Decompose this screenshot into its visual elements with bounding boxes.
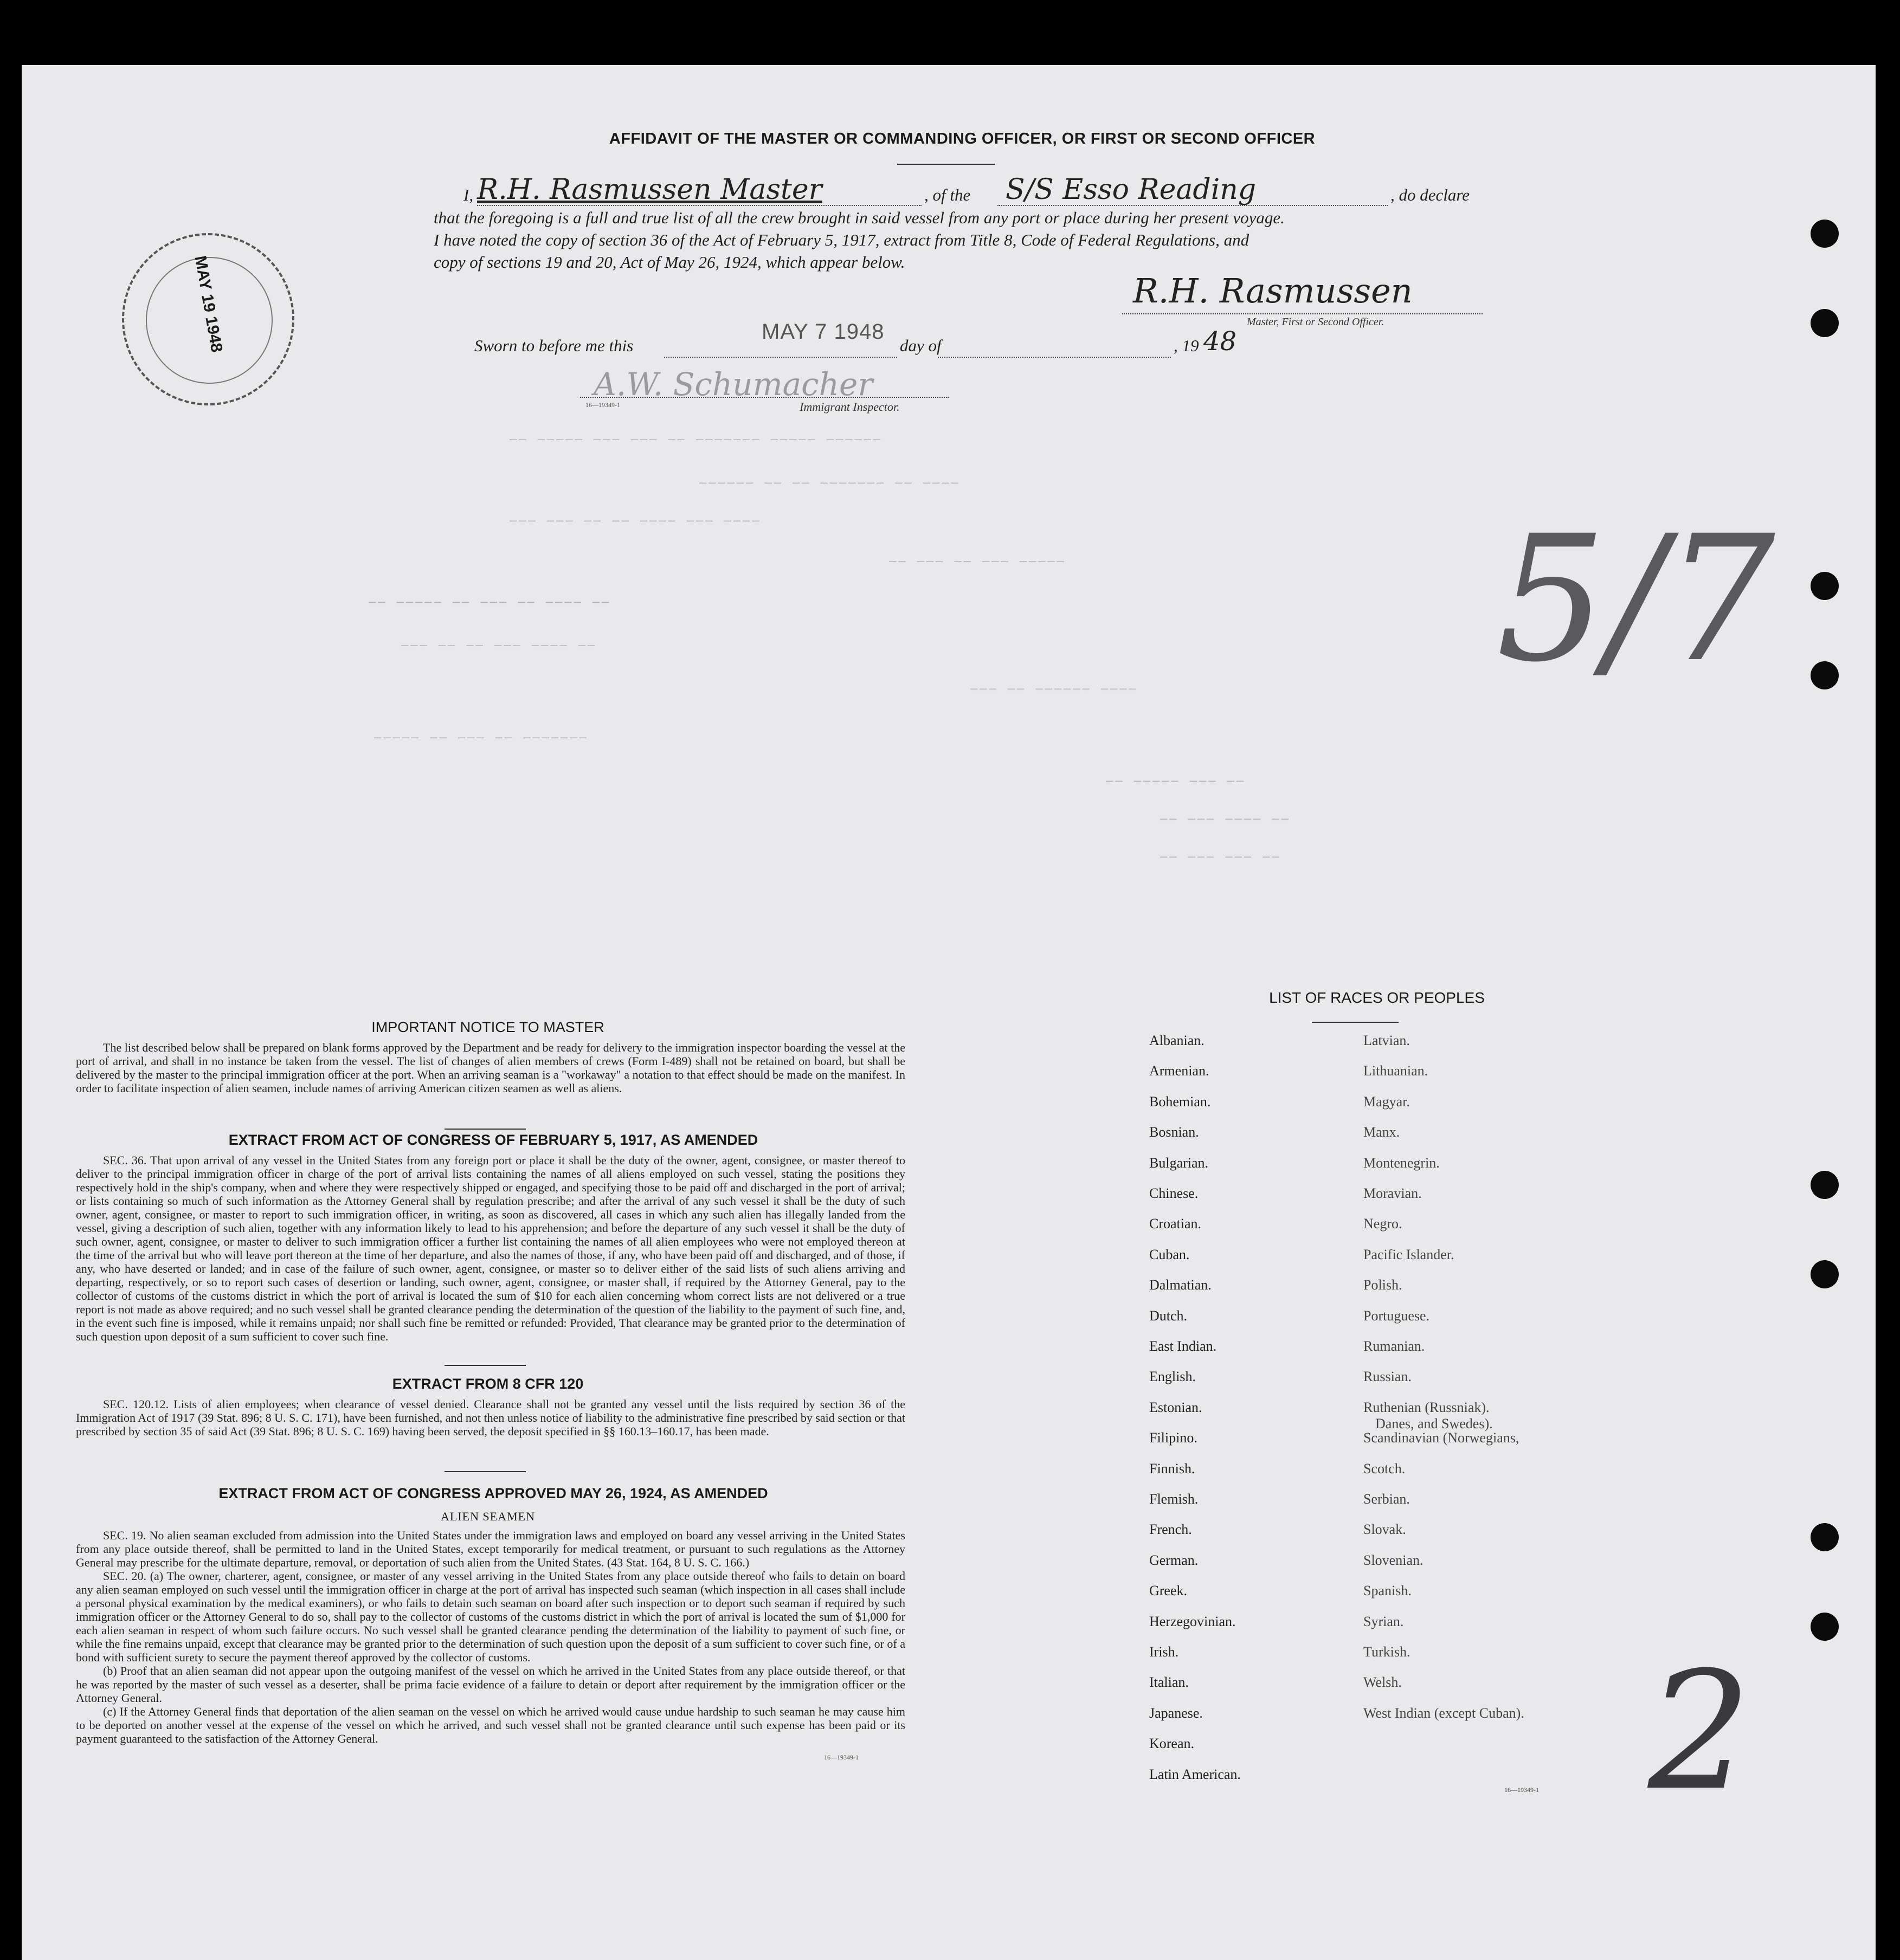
race-item: Finnish. bbox=[1149, 1461, 1195, 1477]
stamp-date: MAY 19 1948 bbox=[191, 254, 226, 354]
master-caption: Master, First or Second Officer. bbox=[1247, 316, 1384, 328]
race-item: French. bbox=[1149, 1521, 1192, 1537]
race-item: Cuban. bbox=[1149, 1247, 1190, 1262]
affidavit-title: AFFIDAVIT OF THE MASTER OR COMMANDING OFFICER, OR FIRST OR SECOND OFFICER bbox=[609, 130, 1316, 147]
race-item: Bohemian. bbox=[1149, 1094, 1211, 1110]
race-item: Portuguese. bbox=[1363, 1308, 1430, 1324]
race-item: East Indian. bbox=[1149, 1338, 1217, 1354]
year-handwritten: 48 bbox=[1203, 326, 1237, 357]
sec-120-12-paragraph: SEC. 120.12. Lists of alien employees; when clearance of vessel denied. Clearance shall not be granted any vessel until the lists required by section 36 of the Immigration Act of 1917 (39 Stat. 896; 8 U. S. C. 171), have been furnished, and not then unless notice of liability to the administrative fine prescribed by said section or that prescribed by section 35 of said Act (39 Stat. 896; 8 U. S. C. 169) having been served, the deposit specified in §§ 160.13–160.17, has been made. bbox=[76, 1397, 905, 1438]
bleed-through-row: ─── ── ── ─── ──── ── bbox=[401, 640, 597, 653]
of-the-label: , of the bbox=[924, 185, 971, 204]
race-item: Turkish. bbox=[1363, 1644, 1410, 1660]
extract-1924-body bbox=[76, 1529, 905, 1745]
sec-36-paragraph: SEC. 36. That upon arrival of any vessel in the United States from any foreign port or place it shall be the duty of the owner, agent, consignee, or master thereof to deliver to the principal immigration officer in charge of the port of arrival lists containing the names of all aliens employed on such vessel, stating the positions they respectively hold in the ship's company, when and where they were respectively shipped or engaged, and specifying those to be paid off and discharged in the port of arrival; or lists containing so much of such information as the Attorney General shall by regulation prescribe; and after the arrival of any such vessel it shall be the duty of such owner, agent, consignee, or master to report to such immigration officer, in writing, as soon as discovered, all cases in which any such alien has illegally landed from the vessel, giving a description of such alien, together with any information likely to lead to his apprehension; and before the departure of any such vessel it shall be the duty of such owner, agent, consignee, or master to deliver to such immigration officer a further list containing the names of all alien employees who were not employed thereon at the time of the arrival but who will leave port thereon at the time of her departure, and also the names of those, if any, who have been paid off and discharged, and of those, if any, who have deserted or landed; and in case of the failure of such owner, agent, consignee, or master so to deliver either of the said lists of such aliens arriving and departing, respectively, or so to report such cases of desertion or landing, such owner, agent, consignee, or master shall, if required by the Attorney General, pay to the collector of customs of the customs district in which the port of arrival is located the sum of $10 for each alien concerning whom correct lists are not delivered or a true report is not made as above required; and no such vessel shall be granted clearance pending the determination of the question of the liability to the payment of such fine, and, in the event such fine is imposed, while it remains unpaid; nor shall such fine be remitted or refunded: Provided, That clearance may be granted prior to the determination of such question upon deposit of a sum sufficient to cover such fine. bbox=[76, 1153, 905, 1343]
race-item: Danes, and Swedes). bbox=[1375, 1416, 1493, 1432]
race-item: English. bbox=[1149, 1369, 1196, 1384]
race-item: Polish. bbox=[1363, 1277, 1402, 1293]
race-item: Flemish. bbox=[1149, 1491, 1199, 1507]
bleed-through-row: ────── ── ── ─────── ── ──── bbox=[699, 477, 961, 491]
document-page bbox=[22, 65, 1876, 1960]
race-item: Estonian. bbox=[1149, 1400, 1202, 1415]
i-label: I, bbox=[463, 185, 474, 204]
notice-paragraph: The list described below shall be prepared on blank forms approved by the Department and be ready for delivery to the immigration inspector boarding the vessel at the port of arrival, and shall in no instance be taken from the vessel. The list of changes of alien members of crews (Form I-489) shall not be retained on board, but shall be delivered by the master to the principal immigration officer at the port. When an arriving seaman is a "workaway" a notation to that effect should be made on the manifest. In order to facilitate inspection of alien seamen, include names of arriving American citizen seamen as well as aliens. bbox=[76, 1041, 905, 1095]
sec-20a-paragraph: SEC. 20. (a) The owner, charterer, agent, consignee, or master of any vessel arriving in the United States from any place outside thereof who fails to detain on board any alien seaman employed on such vessel until the immigration officer in charge at the port of arrival has inspected such seaman (which inspection in all cases shall include a personal physical examination by the medical examiners), or who fails to detain such seaman on board after such inspection or to deport such seaman if required by such immigration officer or the Attorney General to do so, shall pay to the collector of customs of the customs district in which the port of arrival is located the sum of $1,000 for each alien seaman in respect of whom such failure occurs. No such vessel shall be granted clearance pending the determination of the liability to payment of such fine, or while the fine remains unpaid, except that clearance may be granted prior to the determination of such question upon the deposit of a sum sufficient to cover such fine, or of a bond with sufficient surety to secure the payment thereof approved by the collector of customs. bbox=[76, 1569, 905, 1664]
divider bbox=[445, 1129, 526, 1130]
race-item: Negro. bbox=[1363, 1216, 1402, 1232]
master-name-line bbox=[477, 205, 922, 206]
races-title: LIST OF RACES OR PEOPLES bbox=[1269, 989, 1485, 1006]
punch-hole bbox=[1811, 1260, 1839, 1288]
month-line bbox=[938, 357, 1171, 358]
sec-20b-paragraph: (b) Proof that an alien seaman did not appear upon the outgoing manifest of the vessel on which he arrived in the United States from any place outside thereof, or that he was reported by the master of such vessel as a deserter, shall be prima facie evidence of a failure to detain or deport after requirement by the immigration officer or the Attorney General. bbox=[76, 1664, 905, 1705]
master-signature-line bbox=[1122, 313, 1483, 314]
inspector-caption: Immigrant Inspector. bbox=[800, 400, 900, 414]
race-item: Scotch. bbox=[1363, 1461, 1406, 1477]
sworn-date-line bbox=[664, 357, 897, 358]
race-item: Slovenian. bbox=[1363, 1552, 1424, 1568]
race-item: Latin American. bbox=[1149, 1766, 1241, 1782]
bleed-through-row: ─── ── ────── ──── bbox=[970, 683, 1138, 697]
race-item: Lithuanian. bbox=[1363, 1063, 1428, 1079]
race-item: Herzegovinian. bbox=[1149, 1614, 1236, 1629]
race-item: Dutch. bbox=[1149, 1308, 1188, 1324]
sec-19-paragraph: SEC. 19. No alien seaman excluded from admission into the United States under the immigration laws and employed on board any vessel arriving in the United States from any place outside thereof, shall be permitted to land in the United States, except temporarily for medical treatment, or pursuant to such regulations as the Attorney General may prescribe for the ultimate departure, removal, or deportation of such alien from the United States. (43 Stat. 164, 8 U. S. C. 166.) bbox=[76, 1529, 905, 1569]
extract-cfr-body bbox=[76, 1397, 905, 1438]
punch-hole bbox=[1811, 1171, 1839, 1199]
handwritten-page-number-b: 2 bbox=[1648, 1637, 1751, 1826]
notice-title: IMPORTANT NOTICE TO MASTER bbox=[371, 1019, 604, 1035]
alien-seamen-subtitle: ALIEN SEAMEN bbox=[441, 1510, 535, 1523]
race-item: Manx. bbox=[1363, 1124, 1400, 1140]
race-item: Greek. bbox=[1149, 1583, 1188, 1598]
master-signature: R.H. Rasmussen bbox=[1133, 271, 1413, 311]
title-underline bbox=[897, 164, 995, 165]
race-item: West Indian (except Cuban). bbox=[1363, 1705, 1524, 1721]
bleed-through-row: ── ───── ── ─── ── ──── ── bbox=[369, 596, 611, 610]
extract-1917-title: EXTRACT FROM ACT OF CONGRESS OF FEBRUARY 5, 1917, AS AMENDED bbox=[228, 1132, 758, 1148]
race-item: Syrian. bbox=[1363, 1614, 1404, 1629]
notice-body bbox=[76, 1041, 905, 1095]
port-entry-stamp bbox=[122, 233, 294, 405]
race-item: Bulgarian. bbox=[1149, 1155, 1209, 1171]
extract-cfr-title: EXTRACT FROM 8 CFR 120 bbox=[392, 1376, 584, 1392]
year-prefix: , 19 bbox=[1174, 336, 1199, 355]
inspector-signature: A.W. Schumacher bbox=[594, 366, 873, 403]
punch-hole bbox=[1811, 220, 1839, 248]
race-item: Irish. bbox=[1149, 1644, 1179, 1660]
race-item: Latvian. bbox=[1363, 1033, 1410, 1048]
affidavit-line-4: copy of sections 19 and 20, Act of May 26, 1924, which appear below. bbox=[434, 253, 905, 272]
bleed-through-row: ───── ── ─── ── ─────── bbox=[374, 732, 589, 745]
affidavit-line-1 bbox=[463, 185, 473, 205]
race-item: Serbian. bbox=[1363, 1491, 1410, 1507]
race-item: Albanian. bbox=[1149, 1033, 1205, 1048]
handwritten-page-number-a: 5/7 bbox=[1496, 499, 1775, 700]
race-item: Filipino. bbox=[1149, 1430, 1197, 1446]
race-item: Armenian. bbox=[1149, 1063, 1209, 1079]
vessel-name-handwritten: S/S Esso Reading bbox=[1006, 173, 1257, 206]
race-item: Croatian. bbox=[1149, 1216, 1202, 1232]
race-item: Japanese. bbox=[1149, 1705, 1203, 1721]
sworn-label: Sworn to before me this bbox=[474, 336, 634, 355]
race-item: Dalmatian. bbox=[1149, 1277, 1212, 1293]
race-item: Italian. bbox=[1149, 1674, 1189, 1690]
races-form-number: 16—19349-1 bbox=[1504, 1786, 1539, 1794]
affidavit-line-3: I have noted the copy of section 36 of the Act of February 5, 1917, extract from Title 8, Code of Federal Regulations, and bbox=[434, 230, 1250, 249]
race-item: Spanish. bbox=[1363, 1583, 1412, 1598]
vessel-name-line bbox=[997, 205, 1388, 206]
extract-1917-body bbox=[76, 1153, 905, 1343]
bleed-through-row: ─── ─── ── ── ──── ─── ──── bbox=[510, 515, 762, 528]
race-item: German. bbox=[1149, 1552, 1199, 1568]
affidavit-line-2: that the foregoing is a full and true list of all the crew brought in said vessel from any port or place during her present voyage. bbox=[434, 208, 1285, 227]
race-item: Russian. bbox=[1363, 1369, 1412, 1384]
extract-1924-title: EXTRACT FROM ACT OF CONGRESS APPROVED MAY 26, 1924, AS AMENDED bbox=[218, 1485, 768, 1501]
race-item: Montenegrin. bbox=[1363, 1155, 1440, 1171]
punch-hole bbox=[1811, 309, 1839, 337]
extract-form-number: 16—19349-1 bbox=[824, 1753, 859, 1761]
race-item: Rumanian. bbox=[1363, 1338, 1425, 1354]
races-title-underline bbox=[1312, 1022, 1399, 1023]
inspector-line bbox=[580, 397, 949, 398]
punch-hole bbox=[1811, 661, 1839, 689]
race-item: Scandinavian (Norwegians, bbox=[1363, 1430, 1519, 1446]
bleed-through-row: ── ───── ─── ─── ── ─────── ───── ────── bbox=[510, 434, 883, 447]
race-item: Korean. bbox=[1149, 1736, 1195, 1751]
bleed-through-row: ── ───── ─── ── bbox=[1106, 775, 1246, 789]
race-item: Chinese. bbox=[1149, 1185, 1199, 1201]
master-name-handwritten: R.H. Rasmussen Master bbox=[477, 173, 822, 206]
race-item: Slovak. bbox=[1363, 1521, 1406, 1537]
punch-hole bbox=[1811, 572, 1839, 600]
bleed-through-row: ── ─── ──── ── bbox=[1160, 813, 1291, 827]
race-item: Pacific Islander. bbox=[1363, 1247, 1454, 1262]
inspector-form-number: 16—19349-1 bbox=[585, 401, 620, 409]
do-declare-label: , do declare bbox=[1390, 185, 1470, 204]
bleed-through-row: ── ─── ── ─── ───── bbox=[889, 556, 1066, 569]
sworn-date-stamp: MAY 7 1948 bbox=[762, 320, 885, 344]
bleed-through-row: ── ─── ─── ── bbox=[1160, 851, 1281, 865]
day-of-label: day of bbox=[900, 336, 942, 355]
race-item: Bosnian. bbox=[1149, 1124, 1199, 1140]
race-item: Moravian. bbox=[1363, 1185, 1422, 1201]
punch-hole bbox=[1811, 1613, 1839, 1641]
race-item: Ruthenian (Russniak). bbox=[1363, 1400, 1490, 1415]
sec-20c-paragraph: (c) If the Attorney General finds that deportation of the alien seaman on the vessel on which he arrived would cause undue hardship to such seaman he may cause him to be deported on another vessel at the expense of the vessel on which he arrived, and such vessel shall not be granted clearance until such expense has been paid or its payment guaranteed to the satisfaction of the Attorney General. bbox=[76, 1705, 905, 1745]
punch-hole bbox=[1811, 1523, 1839, 1551]
divider bbox=[445, 1471, 526, 1472]
divider bbox=[445, 1365, 526, 1366]
race-item: Magyar. bbox=[1363, 1094, 1410, 1110]
race-item: Welsh. bbox=[1363, 1674, 1402, 1690]
